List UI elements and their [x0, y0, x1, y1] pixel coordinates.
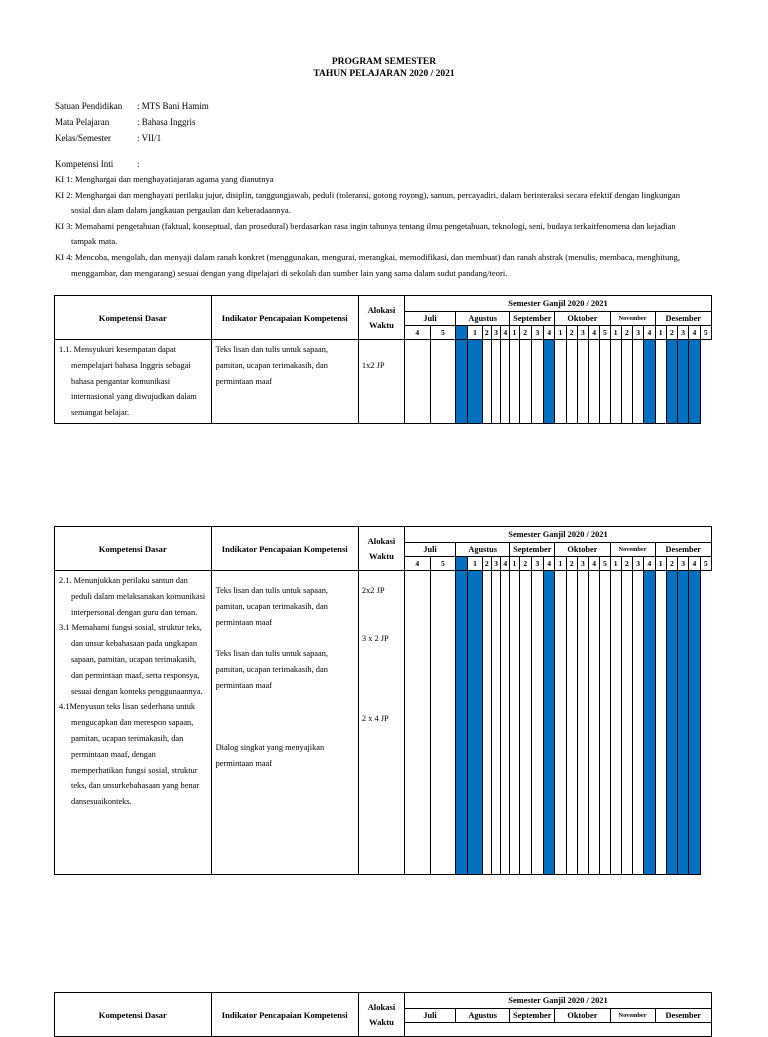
info-row	[55, 130, 209, 146]
schedule-cell	[501, 571, 510, 875]
semester-header: Semester Ganjil 2020 / 2021	[404, 993, 711, 1009]
indicator-cell	[211, 571, 358, 875]
week-cell: 5	[700, 326, 711, 340]
doc-subtitle: TAHUN PELAJARAN 2020 / 2021	[313, 69, 455, 79]
schedule-cell	[610, 340, 621, 424]
ki-item: KI 1: Menghargai dan menghayatiajaran agama yang dianutnya	[55, 174, 274, 184]
schedule-cell	[404, 340, 430, 424]
week-cell: 3	[491, 326, 500, 340]
week-cell: 2	[482, 557, 491, 571]
month-november: November	[610, 543, 655, 557]
schedule-cell	[577, 571, 588, 875]
semester-table-2	[54, 526, 712, 875]
schedule-cell	[621, 571, 632, 875]
kd-cell	[55, 340, 212, 424]
indicator-item: Dialog singkat yang menyajikan permintaan maaf	[215, 742, 325, 768]
schedule-cell	[655, 571, 666, 875]
info-value: : VII/1	[137, 133, 162, 143]
schedule-cell	[589, 571, 600, 875]
schedule-cell	[510, 340, 519, 424]
schedule-cell-marked	[544, 340, 555, 424]
schedule-cell-marked	[689, 340, 700, 424]
month-juli: Juli	[404, 1009, 455, 1023]
schedule-cell	[430, 340, 456, 424]
kd-header: Kompetensi Dasar	[55, 527, 212, 571]
week-cell: 4	[501, 557, 510, 571]
month-desember: Desember	[655, 543, 711, 557]
month-agustus: Agustus	[456, 1009, 510, 1023]
schedule-cell-marked	[689, 571, 700, 875]
week-cell: 2	[666, 326, 677, 340]
schedule-cell	[633, 571, 644, 875]
info-label: Kelas/Semester	[55, 133, 111, 143]
week-cell: 3	[678, 326, 689, 340]
week-cell	[456, 557, 468, 571]
week-cell: 3	[531, 557, 543, 571]
month-agustus: Agustus	[456, 543, 510, 557]
week-cell: 2	[621, 326, 632, 340]
month-juli: Juli	[404, 543, 455, 557]
schedule-cell-marked	[468, 571, 482, 875]
week-cell: 3	[577, 557, 588, 571]
schedule-cell	[610, 571, 621, 875]
week-cell: 2	[482, 326, 491, 340]
week-cell: 5	[700, 557, 711, 571]
schedule-cell-marked	[666, 340, 677, 424]
schedule-cell	[491, 571, 500, 875]
month-juli: Juli	[404, 312, 455, 326]
week-cell: 1	[610, 557, 621, 571]
kd-header: Kompetensi Dasar	[55, 993, 212, 1037]
month-desember: Desember	[655, 312, 711, 326]
week-cell: 4	[404, 326, 430, 340]
schedule-cell-marked	[678, 340, 689, 424]
week-cell: 1	[610, 326, 621, 340]
week-cell: 1	[655, 557, 666, 571]
schedule-cell	[404, 571, 430, 875]
semester-table-1	[54, 295, 712, 424]
schedule-cell-marked	[456, 340, 468, 424]
week-cell: 2	[519, 326, 531, 340]
week-cell: 3	[531, 326, 543, 340]
indicator-item: Teks lisan dan tulis untuk sapaan, pamitan, ucapan terimakasih, dan permintaan maaf	[215, 345, 329, 386]
schedule-cell	[589, 340, 600, 424]
alokasi-cell	[358, 571, 404, 875]
schedule-cell-marked	[644, 340, 655, 424]
alokasi-item: 3 x 2 JP	[361, 633, 389, 643]
week-cell: 2	[566, 326, 577, 340]
week-cell: 4	[589, 557, 600, 571]
ki-item: KI 2: Menghargai dan menghayati perilaku jujur, disiplin, tanggungjawab, peduli (toleransi, gotong royong), santun, percayadiri, dalam berinteraksi secara efektif dengan lingkungan sosial dan alam dalam jangkauan pergaulan dan keberadaannya.	[55, 189, 680, 216]
alokasi-item: 2x2 JP	[361, 586, 385, 595]
week-cell: 4	[544, 326, 555, 340]
info-label: Mata Pelajaran	[55, 117, 110, 127]
week-cell: 4	[544, 557, 555, 571]
week-cell: 1	[468, 326, 482, 340]
kd-item: 1.1. Mensyukuri kesempatan dapat mempelajari bahasa Inggris sebagai bahasa pengantar komunikasi internasional yang diwujudkan dalam semangat belajar.	[59, 345, 197, 418]
schedule-cell	[555, 340, 566, 424]
month-september: September	[510, 1009, 555, 1023]
kd-item: 2.1. Menunjukkan perilaku santun dan peduli dalam melaksanakan komunikasi interpersonal dengan guru dan teman.	[59, 576, 206, 617]
week-cell: 4	[689, 326, 700, 340]
schedule-cell	[555, 571, 566, 875]
schedule-cell	[600, 571, 610, 875]
schedule-cell	[655, 340, 666, 424]
schedule-cell	[510, 571, 519, 875]
indicator-cell	[211, 340, 358, 424]
kd-item: 4.1Menyusun teks lisan sederhana untuk mengucapkan dan merespon sapaan, pamitan, ucapan terimakasih, dan permintaan maaf, dengan memperhatikan fungsi sosial, struktur teks, dan unsurkebahasaan yang benar dansesuaikonteks.	[59, 702, 200, 807]
week-row	[404, 1023, 711, 1037]
schedule-cell	[566, 340, 577, 424]
schedule-cell	[577, 340, 588, 424]
week-cell: 5	[600, 326, 610, 340]
semester-header: Semester Ganjil 2020 / 2021	[404, 296, 711, 312]
month-oktober: Oktober	[555, 543, 610, 557]
schedule-cell	[482, 340, 491, 424]
schedule-cell	[566, 571, 577, 875]
schedule-cell-marked	[468, 340, 482, 424]
ki-label-row	[55, 156, 140, 172]
month-november: November	[610, 312, 655, 326]
week-cell: 1	[510, 326, 519, 340]
week-cell: 3	[633, 326, 644, 340]
week-cell: 2	[621, 557, 632, 571]
week-cell: 3	[491, 557, 500, 571]
schedule-cell	[430, 571, 456, 875]
month-oktober: Oktober	[555, 1009, 610, 1023]
ki-label: Kompetensi Inti	[55, 159, 114, 169]
indicator-header: Indikator Pencapaian Kompetensi	[211, 296, 358, 340]
schedule-cell	[531, 340, 543, 424]
info-row	[55, 114, 209, 130]
alokasi-header: Alokasi Waktu	[358, 527, 404, 571]
week-cell: 1	[510, 557, 519, 571]
semester-table-3	[54, 992, 712, 1037]
ki-item: KI 4: Mencoba, mengolah, dan menyaji dalam ranah konkret (menggunakan, mengurai, merangkai, memodifikasi, dan membuat) dan ranah abstrak (menulis, membaca, menghitung, menggambar, dan mengarang) sesuai dengan yang dipelajari di sekolah dan sumber lain yang sama dalam sudut pandang/teori.	[55, 251, 680, 278]
month-desember: Desember	[655, 1009, 711, 1023]
schedule-cell-marked	[666, 571, 677, 875]
kd-item: 3.1 Memahami fungsi sosial, struktur teks, dan unsur kebahasaan pada ungkapan sapaan, pamitan, ucapan terimakasih, dan permintaan maaf, serta responsya, sesuai dengan konteks penggunaannya.	[59, 623, 203, 696]
semester-header: Semester Ganjil 2020 / 2021	[404, 527, 711, 543]
week-cell: 2	[666, 557, 677, 571]
week-cell: 3	[678, 557, 689, 571]
schedule-cell-marked	[644, 571, 655, 875]
schedule-cell	[482, 571, 491, 875]
week-cell: 4	[644, 557, 655, 571]
info-label: Satuan Pendidikan	[55, 101, 123, 111]
info-value: : Bahasa Inggris	[137, 117, 196, 127]
schedule-cell	[621, 340, 632, 424]
schedule-cell	[491, 340, 500, 424]
month-oktober: Oktober	[555, 312, 610, 326]
week-cell: 4	[689, 557, 700, 571]
schedule-cell-marked	[456, 571, 468, 875]
schedule-cell	[633, 340, 644, 424]
kd-header: Kompetensi Dasar	[55, 296, 212, 340]
info-block	[55, 98, 209, 146]
week-cell: 3	[577, 326, 588, 340]
week-cell: 5	[430, 326, 456, 340]
week-cell: 1	[555, 326, 566, 340]
week-cell: 4	[501, 326, 510, 340]
info-row	[55, 98, 209, 114]
schedule-cell-marked	[678, 571, 689, 875]
kd-cell	[55, 571, 212, 875]
month-september: September	[510, 543, 555, 557]
indicator-header: Indikator Pencapaian Kompetensi	[211, 527, 358, 571]
indicator-header: Indikator Pencapaian Kompetensi	[211, 993, 358, 1037]
week-cell: 4	[644, 326, 655, 340]
week-cell: 3	[633, 557, 644, 571]
ki-item: KI 3: Memahami pengetahuan (faktual, konseptual, dan prosedural) berdasarkan rasa ingin tahunya tentang ilmu pengetahuan, teknologi, seni, budaya terkaitfenomena dan kejadian tampak mata.	[55, 220, 676, 247]
schedule-cell	[501, 340, 510, 424]
schedule-cell	[531, 571, 543, 875]
week-cell: 4	[589, 326, 600, 340]
week-cell: 2	[566, 557, 577, 571]
month-september: September	[510, 312, 555, 326]
ki-list	[55, 172, 685, 281]
info-value: : MTS Bani Hamim	[137, 101, 209, 111]
doc-title: PROGRAM SEMESTER	[331, 57, 437, 67]
week-cell	[456, 326, 468, 340]
alokasi-cell	[358, 340, 404, 424]
schedule-cell	[519, 340, 531, 424]
alokasi-header: Alokasi Waktu	[358, 993, 404, 1037]
week-cell: 2	[519, 557, 531, 571]
schedule-cell	[519, 571, 531, 875]
week-cell: 5	[430, 557, 456, 571]
indicator-item: Teks lisan dan tulis untuk sapaan, pamitan, ucapan terimakasih, dan permintaan maaf	[215, 649, 329, 690]
indicator-item: Teks lisan dan tulis untuk sapaan, pamitan, ucapan terimakasih, dan permintaan maaf	[215, 586, 329, 627]
schedule-cell-marked	[544, 571, 555, 875]
alokasi-header: Alokasi Waktu	[358, 296, 404, 340]
week-cell: 5	[600, 557, 610, 571]
month-agustus: Agustus	[456, 312, 510, 326]
week-cell: 1	[655, 326, 666, 340]
week-cell: 1	[468, 557, 482, 571]
alokasi-item: 1x2 JP	[361, 361, 385, 370]
week-cell: 1	[555, 557, 566, 571]
ki-colon: :	[137, 159, 140, 169]
month-november: November	[610, 1009, 655, 1023]
alokasi-item: 2 x 4 JP	[361, 713, 389, 723]
schedule-cell	[600, 340, 610, 424]
week-cell: 4	[404, 557, 430, 571]
